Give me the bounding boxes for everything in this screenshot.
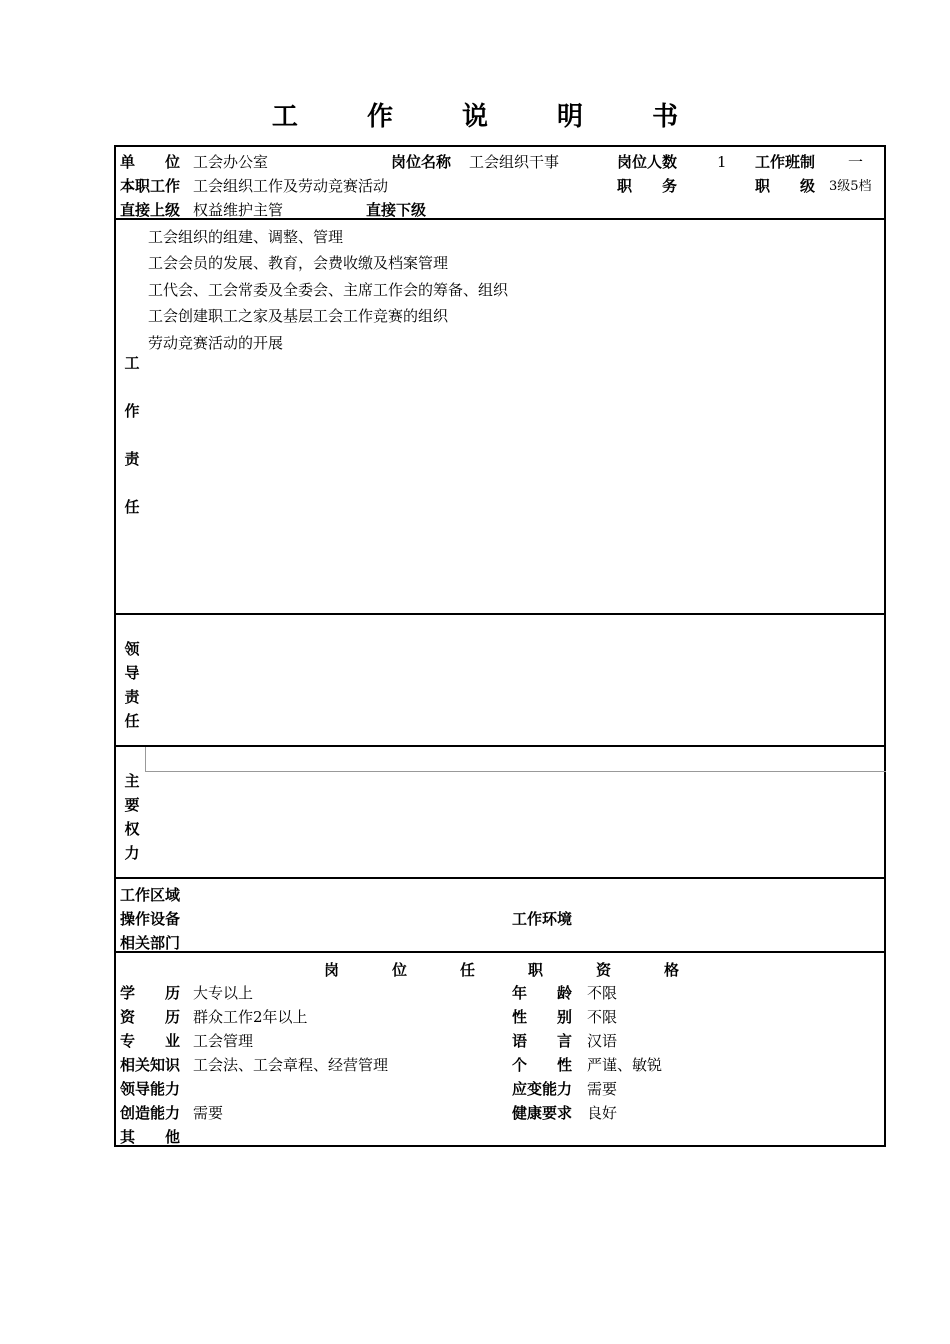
leadership-label-char: 导 xyxy=(124,664,140,682)
responsibility-item: 劳动竞赛活动的开展 xyxy=(148,334,284,352)
responsibilities-label xyxy=(122,339,142,531)
qualifications-heading-char: 岗 xyxy=(324,961,340,979)
responsibilities-label-char: 任 xyxy=(124,498,140,516)
knowledge-label: 相关知识 xyxy=(120,1056,181,1074)
authority-label-char: 力 xyxy=(124,844,140,862)
authority-label-char: 主 xyxy=(124,772,140,790)
major-value: 工会管理 xyxy=(193,1032,254,1050)
shift-label: 工作班制 xyxy=(755,153,816,171)
divider-authority xyxy=(114,877,886,879)
personality-value: 严谨、敏锐 xyxy=(587,1056,663,1074)
leadership-label-char: 任 xyxy=(124,712,140,730)
leadership-label xyxy=(122,637,142,733)
qualifications-heading-char: 资 xyxy=(596,961,612,979)
qualifications-heading-char: 任 xyxy=(460,961,476,979)
main-work-value: 工会组织工作及劳动竞赛活动 xyxy=(193,177,389,195)
education-value: 大专以上 xyxy=(193,984,254,1002)
divider-responsibilities xyxy=(114,613,886,615)
age-label: 年 龄 xyxy=(512,984,573,1002)
gender-value: 不限 xyxy=(587,1008,618,1026)
responsibilities-label-char: 作 xyxy=(124,402,140,420)
leadership-ability-label: 领导能力 xyxy=(120,1080,181,1098)
shift-value: 一 xyxy=(848,153,864,171)
document-title: 工 作 说 明 书 xyxy=(271,102,709,132)
grade-label: 职 级 xyxy=(755,177,816,195)
headcount-value: 1 xyxy=(717,153,727,171)
adaptability-label: 应变能力 xyxy=(512,1080,573,1098)
authority-label xyxy=(122,769,142,865)
language-label: 语 言 xyxy=(512,1032,573,1050)
environment-label: 工作环境 xyxy=(512,910,573,928)
experience-value: 群众工作2年以上 xyxy=(193,1008,308,1026)
superior-value: 权益维护主管 xyxy=(193,201,284,219)
creativity-value: 需要 xyxy=(193,1104,224,1122)
qualifications-heading xyxy=(324,959,732,981)
authority-inner-box xyxy=(145,747,886,772)
personality-label: 个 性 xyxy=(512,1056,573,1074)
departments-label: 相关部门 xyxy=(120,934,181,952)
responsibility-item: 工代会、工会常委及全委会、主席工作会的筹备、组织 xyxy=(148,281,509,299)
work-area-label: 工作区域 xyxy=(120,886,181,904)
equipment-label: 操作设备 xyxy=(120,910,181,928)
leadership-label-char: 领 xyxy=(124,640,140,658)
responsibility-item: 工会组织的组建、调整、管理 xyxy=(148,228,344,246)
adaptability-value: 需要 xyxy=(587,1080,618,1098)
authority-label-char: 要 xyxy=(124,796,140,814)
knowledge-value: 工会法、工会章程、经营管理 xyxy=(193,1056,389,1074)
post-name-label: 岗位名称 xyxy=(391,153,452,171)
education-label: 学 历 xyxy=(120,984,181,1002)
post-name-value: 工会组织干事 xyxy=(469,153,560,171)
experience-label: 资 历 xyxy=(120,1008,181,1026)
authority-label-char: 权 xyxy=(124,820,140,838)
qualifications-heading-char: 职 xyxy=(528,961,544,979)
divider-work-area xyxy=(114,951,886,953)
duty-title-label: 职 务 xyxy=(617,177,678,195)
leadership-label-char: 责 xyxy=(124,688,140,706)
responsibility-item: 工会会员的发展、教育，会费收缴及档案管理 xyxy=(148,254,449,272)
health-label: 健康要求 xyxy=(512,1104,573,1122)
unit-value: 工会办公室 xyxy=(193,153,269,171)
responsibilities-label-char: 工 xyxy=(124,354,140,372)
responsibilities-label-char: 责 xyxy=(124,450,140,468)
main-work-label: 本职工作 xyxy=(120,177,181,195)
health-value: 良好 xyxy=(587,1104,618,1122)
superior-label: 直接上级 xyxy=(120,201,181,219)
unit-label: 单 位 xyxy=(120,153,181,171)
responsibility-item: 工会创建职工之家及基层工会工作竞赛的组织 xyxy=(148,307,449,325)
headcount-label: 岗位人数 xyxy=(617,153,678,171)
subordinate-label: 直接下级 xyxy=(366,201,427,219)
qualifications-heading-char: 格 xyxy=(664,961,680,979)
age-value: 不限 xyxy=(587,984,618,1002)
qualifications-heading-char: 位 xyxy=(392,961,408,979)
creativity-label: 创造能力 xyxy=(120,1104,181,1122)
gender-label: 性 别 xyxy=(512,1008,573,1026)
other-label: 其 他 xyxy=(120,1128,181,1146)
language-value: 汉语 xyxy=(587,1032,618,1050)
grade-value: 3级5档 xyxy=(829,179,872,194)
major-label: 专 业 xyxy=(120,1032,181,1050)
